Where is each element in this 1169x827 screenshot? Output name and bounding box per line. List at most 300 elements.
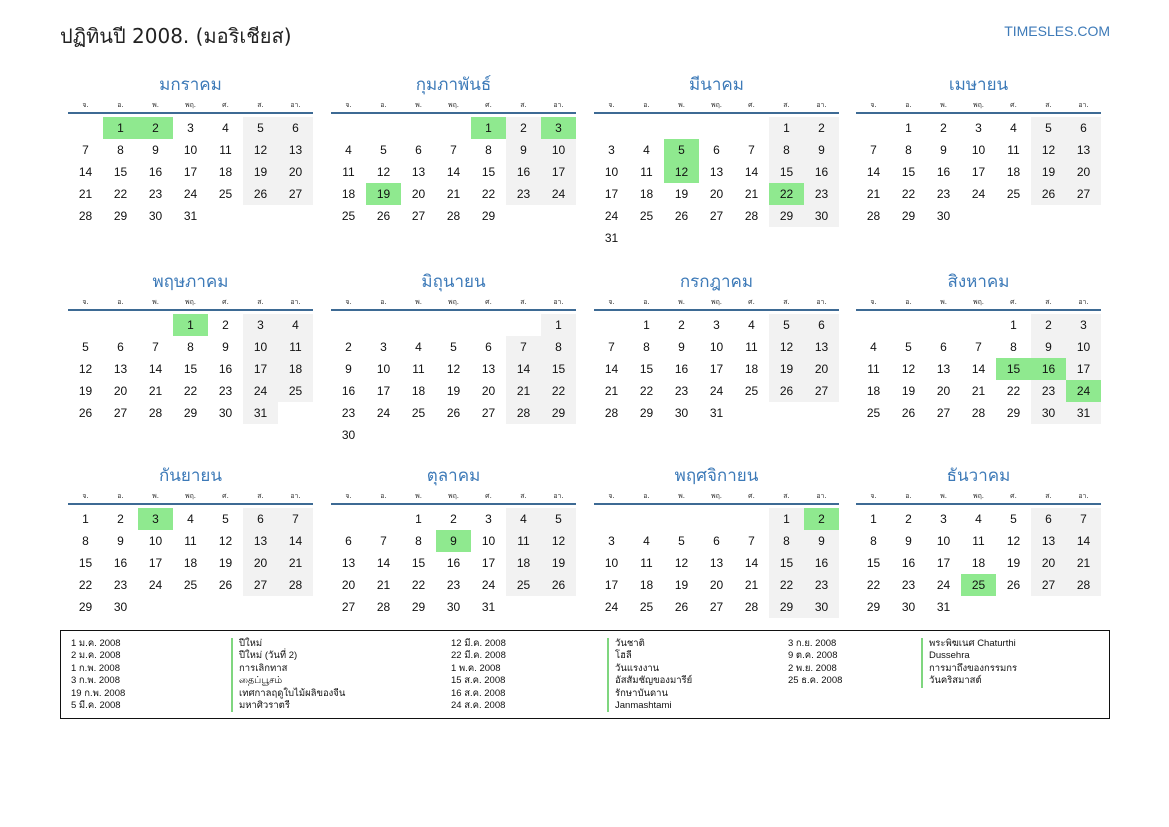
weekday-label: พฤ.: [972, 101, 985, 109]
day-cell: 15: [901, 165, 916, 179]
day-cell: 29: [78, 600, 93, 614]
day-cell: 17: [604, 578, 619, 592]
day-cell: 26: [1031, 183, 1066, 205]
day-cell: 2: [117, 512, 124, 526]
weekday-header: [68, 295, 313, 311]
day-cell: 22: [481, 187, 496, 201]
day-cell: 4: [748, 318, 755, 332]
weekday-label: จ.: [345, 492, 352, 500]
day-cell: 26: [243, 183, 278, 205]
legend-date: 5 มี.ค. 2008: [71, 700, 121, 712]
weekday-header: [331, 489, 576, 505]
legend-holiday-name: ปีใหม่ (วันที่ 2): [231, 650, 345, 662]
day-cell: 1: [82, 512, 89, 526]
day-cell: 19: [769, 358, 804, 380]
weekday-label: ศ.: [485, 101, 492, 109]
day-cell: 23: [1031, 380, 1066, 402]
weekday-label: ส.: [783, 298, 790, 306]
day-cell: 12: [78, 362, 93, 376]
page-title: ปฏิทินปี 2008. (มอริเชียส): [60, 24, 292, 48]
empty-cell: [664, 117, 699, 139]
weekday-header: [856, 98, 1101, 114]
day-cell: 25: [341, 209, 356, 223]
day-cell: 22: [183, 384, 198, 398]
empty-cell: [594, 117, 629, 139]
day-cell: 22: [901, 187, 916, 201]
day-cell: 16: [901, 556, 916, 570]
day-cell: 17: [541, 161, 576, 183]
day-cell: 10: [971, 143, 986, 157]
day-cell: 23: [506, 183, 541, 205]
weekday-label: จ.: [870, 101, 877, 109]
day-cell: 9: [905, 534, 912, 548]
day-grid: [331, 117, 576, 227]
legend-date: 24 ส.ค. 2008: [451, 700, 506, 712]
legend-date: 15 ส.ค. 2008: [451, 675, 506, 687]
day-cell: 2: [804, 117, 839, 139]
day-cell: 4: [1010, 121, 1017, 135]
day-cell: 21: [744, 578, 759, 592]
weekday-label: พฤ.: [710, 492, 723, 500]
day-cell: 5: [450, 340, 457, 354]
day-cell: 20: [278, 161, 313, 183]
day-cell: 31: [243, 402, 278, 424]
day-cell: 11: [640, 165, 653, 179]
day-cell: 5: [380, 143, 387, 157]
day-cell: 8: [643, 340, 650, 354]
empty-cell: [664, 508, 699, 530]
day-cell: 15: [639, 362, 654, 376]
day-cell: 19: [541, 552, 576, 574]
day-cell: 12: [218, 534, 233, 548]
weekday-label: พฤ.: [447, 298, 460, 306]
day-cell: 30: [341, 428, 356, 442]
legend-holiday-name: ปีใหม่: [231, 638, 345, 650]
day-cell: 11: [184, 534, 197, 548]
day-cell: 7: [278, 508, 313, 530]
day-cell: 13: [113, 362, 128, 376]
legend-date: 25 ธ.ค. 2008: [788, 675, 843, 687]
day-cell: 9: [940, 143, 947, 157]
day-cell: 26: [446, 406, 461, 420]
holiday-day-cell: 19: [366, 183, 401, 205]
day-cell: 11: [972, 534, 985, 548]
weekday-label: จ.: [82, 492, 89, 500]
weekday-label: อ.: [643, 492, 650, 500]
day-cell: 17: [243, 358, 278, 380]
weekday-label: ส.: [520, 101, 527, 109]
weekday-label: จ.: [608, 101, 615, 109]
legend-holiday-name: โฮลี: [607, 650, 692, 662]
day-cell: 2: [345, 340, 352, 354]
empty-cell: [629, 508, 664, 530]
weekday-label: อ.: [117, 492, 124, 500]
weekday-label: อา.: [1078, 298, 1089, 306]
day-cell: 20: [411, 187, 426, 201]
empty-cell: [891, 314, 926, 336]
day-cell: 29: [901, 209, 916, 223]
day-cell: 21: [971, 384, 986, 398]
day-cell: 31: [1066, 402, 1101, 424]
weekday-label: จ.: [345, 101, 352, 109]
day-cell: 22: [769, 574, 804, 596]
month-name: กุมภาพันธ์: [415, 75, 492, 95]
weekday-header: [331, 295, 576, 311]
day-cell: 29: [769, 596, 804, 618]
weekday-label: จ.: [870, 298, 877, 306]
weekday-label: ส.: [520, 298, 527, 306]
day-cell: 20: [1066, 161, 1101, 183]
empty-cell: [594, 314, 629, 336]
empty-cell: [138, 314, 173, 336]
day-cell: 15: [866, 556, 881, 570]
day-cell: 11: [278, 336, 313, 358]
empty-cell: [366, 117, 401, 139]
day-cell: 4: [506, 508, 541, 530]
day-grid: [331, 508, 576, 618]
legend-date: 1 ม.ค. 2008: [71, 638, 121, 649]
weekday-header: [594, 295, 839, 311]
day-cell: 30: [113, 600, 128, 614]
day-cell: 27: [1031, 574, 1066, 596]
day-cell: 15: [769, 552, 804, 574]
brand-link[interactable]: TIMESLES.COM: [1004, 23, 1110, 39]
empty-cell: [594, 508, 629, 530]
weekday-header: [856, 489, 1101, 505]
legend-holiday-name: เทศกาลฤดูใบไม้ผลิของจีน: [231, 688, 345, 700]
day-cell: 5: [82, 340, 89, 354]
month-block: [68, 269, 313, 424]
day-cell: 1: [415, 512, 422, 526]
day-cell: 18: [218, 165, 233, 179]
month-name: ตุลาคม: [426, 466, 481, 486]
day-cell: 29: [481, 209, 496, 223]
day-cell: 9: [678, 340, 685, 354]
day-cell: 3: [608, 534, 615, 548]
day-cell: 9: [222, 340, 229, 354]
day-cell: 13: [1031, 530, 1066, 552]
day-cell: 23: [804, 574, 839, 596]
day-cell: 28: [1066, 574, 1101, 596]
day-cell: 7: [748, 534, 755, 548]
legend-holiday-name: การเลิกทาส: [231, 663, 345, 675]
holiday-day-cell: 1: [173, 314, 208, 336]
day-cell: 28: [604, 406, 619, 420]
holiday-day-cell: 2: [804, 508, 839, 530]
legend-holiday-name: தைப்பூசம்: [231, 675, 345, 687]
weekday-header: [68, 489, 313, 505]
day-cell: 4: [643, 143, 650, 157]
month-name: มีนาคม: [689, 75, 744, 95]
day-cell: 17: [183, 165, 198, 179]
day-cell: 22: [639, 384, 654, 398]
weekday-label: อา.: [553, 492, 564, 500]
day-cell: 3: [187, 121, 194, 135]
day-cell: 7: [506, 336, 541, 358]
day-grid: [856, 508, 1101, 618]
weekday-label: ศ.: [222, 101, 229, 109]
legend-date: 1 ก.พ. 2008: [71, 662, 120, 674]
day-cell: 29: [639, 406, 654, 420]
weekday-label: ส.: [1045, 101, 1052, 109]
holiday-day-cell: 1: [471, 117, 506, 139]
weekday-header: [594, 98, 839, 114]
day-cell: 14: [148, 362, 163, 376]
day-cell: 27: [278, 183, 313, 205]
day-cell: 1: [905, 121, 912, 135]
day-cell: 23: [148, 187, 163, 201]
day-cell: 27: [341, 600, 356, 614]
day-cell: 3: [713, 318, 720, 332]
empty-cell: [331, 314, 366, 336]
legend-date: 3 ก.พ. 2008: [71, 675, 120, 687]
weekday-label: อ.: [905, 492, 912, 500]
weekday-label: พ.: [678, 298, 685, 306]
month-name: กรกฎาคม: [679, 272, 754, 292]
day-cell: 5: [222, 512, 229, 526]
day-cell: 10: [604, 556, 619, 570]
day-cell: 8: [187, 340, 194, 354]
day-cell: 13: [709, 165, 724, 179]
day-cell: 29: [183, 406, 198, 420]
weekday-label: พ.: [678, 492, 685, 500]
legend-date: 12 มี.ค. 2008: [451, 638, 506, 649]
day-cell: 30: [148, 209, 163, 223]
day-cell: 28: [278, 574, 313, 596]
month-name: กันยายน: [158, 466, 222, 486]
day-cell: 12: [1006, 534, 1021, 548]
empty-cell: [401, 117, 436, 139]
weekday-label: พฤ.: [447, 101, 460, 109]
weekday-label: อ.: [905, 101, 912, 109]
empty-cell: [734, 508, 769, 530]
empty-cell: [401, 314, 436, 336]
day-cell: 4: [975, 512, 982, 526]
day-cell: 6: [1031, 508, 1066, 530]
day-cell: 2: [222, 318, 229, 332]
weekday-label: อ.: [643, 101, 650, 109]
day-cell: 29: [866, 600, 881, 614]
day-cell: 18: [341, 187, 356, 201]
day-cell: 6: [278, 117, 313, 139]
day-cell: 24: [541, 183, 576, 205]
day-cell: 9: [804, 530, 839, 552]
weekday-label: อ.: [117, 101, 124, 109]
month-name: ธันวาคม: [946, 466, 1011, 486]
weekday-label: จ.: [608, 492, 615, 500]
holiday-day-cell: 16: [1031, 358, 1066, 380]
day-cell: 20: [709, 578, 724, 592]
month-block: [331, 463, 576, 618]
day-cell: 23: [674, 384, 689, 398]
month-name: เมษายน: [948, 75, 1009, 95]
day-cell: 8: [82, 534, 89, 548]
day-cell: 26: [769, 380, 804, 402]
weekday-label: พ.: [940, 101, 947, 109]
day-cell: 25: [218, 187, 233, 201]
day-cell: 5: [1010, 512, 1017, 526]
day-grid: [594, 117, 839, 249]
day-cell: 13: [278, 139, 313, 161]
day-cell: 1: [769, 117, 804, 139]
weekday-label: พ.: [415, 298, 422, 306]
day-cell: 14: [506, 358, 541, 380]
day-cell: 14: [446, 165, 461, 179]
legend-date: 2 พ.ย. 2008: [788, 662, 837, 674]
day-cell: 23: [113, 578, 128, 592]
empty-cell: [699, 117, 734, 139]
day-cell: 24: [936, 578, 951, 592]
day-cell: 22: [1006, 384, 1021, 398]
day-cell: 20: [481, 384, 496, 398]
weekday-label: ศ.: [748, 298, 755, 306]
day-cell: 16: [218, 362, 233, 376]
day-cell: 20: [341, 578, 356, 592]
day-cell: 16: [804, 552, 839, 574]
legend-holiday-name: พระพิฆเนศ Chaturthi: [921, 638, 1017, 650]
day-cell: 7: [748, 143, 755, 157]
empty-cell: [331, 117, 366, 139]
day-cell: 28: [744, 209, 759, 223]
day-cell: 10: [1066, 336, 1101, 358]
day-cell: 6: [1066, 117, 1101, 139]
day-cell: 7: [1066, 508, 1101, 530]
day-cell: 20: [1031, 552, 1066, 574]
day-cell: 27: [113, 406, 128, 420]
day-cell: 14: [866, 165, 881, 179]
weekday-label: ส.: [1045, 298, 1052, 306]
empty-cell: [436, 314, 471, 336]
empty-cell: [366, 314, 401, 336]
legend-date: 1 พ.ค. 2008: [451, 662, 501, 674]
weekday-label: พฤ.: [972, 492, 985, 500]
day-grid: [68, 117, 313, 227]
day-cell: 1: [870, 512, 877, 526]
legend-dates-column: [451, 638, 506, 712]
weekday-label: จ.: [82, 101, 89, 109]
day-cell: 26: [218, 578, 233, 592]
day-cell: 22: [411, 578, 426, 592]
day-cell: 2: [905, 512, 912, 526]
day-cell: 2: [506, 117, 541, 139]
day-cell: 21: [866, 187, 881, 201]
day-cell: 30: [804, 205, 839, 227]
holiday-day-cell: 25: [961, 574, 996, 596]
day-cell: 31: [481, 600, 496, 614]
day-cell: 25: [183, 578, 198, 592]
day-cell: 18: [506, 552, 541, 574]
weekday-label: อา.: [1078, 101, 1089, 109]
day-cell: 12: [674, 556, 689, 570]
day-cell: 19: [243, 161, 278, 183]
empty-cell: [68, 117, 103, 139]
day-cell: 1: [643, 318, 650, 332]
day-cell: 29: [541, 402, 576, 424]
day-cell: 6: [117, 340, 124, 354]
empty-cell: [926, 314, 961, 336]
day-cell: 31: [709, 406, 724, 420]
day-cell: 26: [1006, 578, 1021, 592]
day-cell: 16: [148, 165, 163, 179]
day-cell: 23: [804, 183, 839, 205]
day-grid: [594, 508, 839, 618]
day-cell: 18: [411, 384, 426, 398]
weekday-header: [68, 98, 313, 114]
day-cell: 12: [541, 530, 576, 552]
day-cell: 6: [713, 534, 720, 548]
month-block: [68, 463, 313, 618]
day-cell: 13: [411, 165, 426, 179]
day-cell: 15: [541, 358, 576, 380]
day-cell: 21: [78, 187, 93, 201]
day-cell: 12: [376, 165, 391, 179]
day-cell: 13: [1066, 139, 1101, 161]
day-cell: 15: [481, 165, 496, 179]
day-cell: 11: [342, 165, 355, 179]
holiday-day-cell: 24: [1066, 380, 1101, 402]
weekday-label: ศ.: [222, 492, 229, 500]
day-cell: 23: [218, 384, 233, 398]
weekday-label: ศ.: [1010, 298, 1017, 306]
holiday-day-cell: 3: [541, 117, 576, 139]
day-cell: 3: [485, 512, 492, 526]
day-cell: 6: [713, 143, 720, 157]
day-cell: 8: [905, 143, 912, 157]
day-cell: 27: [709, 600, 724, 614]
legend-holiday-name: มหาศิวราตรี: [231, 700, 345, 712]
day-cell: 8: [541, 336, 576, 358]
day-cell: 4: [870, 340, 877, 354]
weekday-label: อ.: [380, 492, 387, 500]
day-cell: 9: [1031, 336, 1066, 358]
weekday-label: ศ.: [1010, 101, 1017, 109]
month-name: พฤศจิกายน: [674, 466, 759, 486]
month-name: มิถุนายน: [421, 272, 486, 292]
day-cell: 19: [1031, 161, 1066, 183]
day-cell: 6: [415, 143, 422, 157]
day-cell: 23: [936, 187, 951, 201]
legend-holiday-name: การมาถึงของกรรมกร: [921, 663, 1017, 675]
weekday-label: พฤ.: [447, 492, 460, 500]
day-cell: 30: [674, 406, 689, 420]
day-cell: 26: [674, 209, 689, 223]
day-cell: 25: [411, 406, 426, 420]
day-cell: 21: [376, 578, 391, 592]
weekday-label: ส.: [783, 101, 790, 109]
day-cell: 3: [243, 314, 278, 336]
day-cell: 27: [243, 574, 278, 596]
holiday-day-cell: 15: [996, 358, 1031, 380]
legend-holiday-name: อัสสัมชัญของมารีย์: [607, 675, 692, 687]
month-block: [594, 269, 839, 424]
day-cell: 20: [804, 358, 839, 380]
legend-date: 9 ต.ค. 2008: [788, 650, 838, 662]
day-cell: 28: [148, 406, 163, 420]
day-cell: 7: [608, 340, 615, 354]
empty-cell: [856, 314, 891, 336]
day-cell: 14: [744, 556, 759, 570]
day-cell: 15: [113, 165, 128, 179]
day-cell: 4: [643, 534, 650, 548]
legend-holiday-name: Dussehra: [921, 650, 1017, 662]
month-block: [331, 72, 576, 227]
day-cell: 17: [376, 384, 391, 398]
day-cell: 14: [278, 530, 313, 552]
weekday-label: จ.: [870, 492, 877, 500]
day-cell: 25: [866, 406, 881, 420]
day-cell: 15: [78, 556, 93, 570]
day-cell: 10: [709, 340, 724, 354]
